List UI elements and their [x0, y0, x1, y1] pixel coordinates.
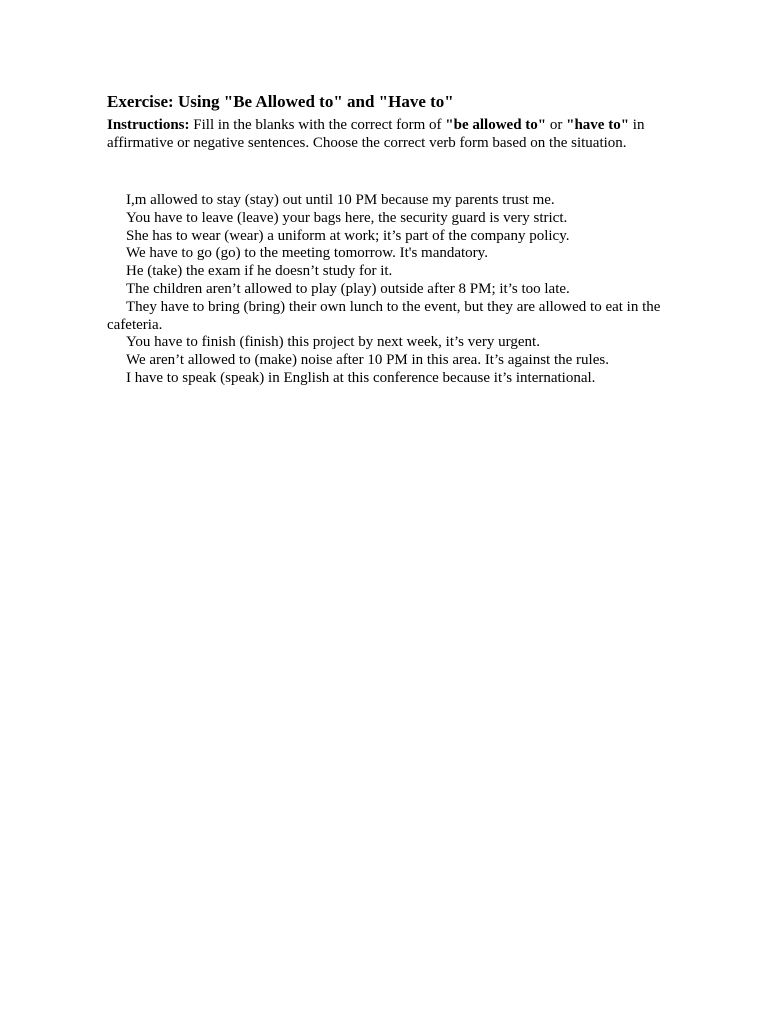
term-be-allowed-to: "be allowed to" [445, 117, 547, 133]
exercise-sentence-2: You have to leave (leave) your bags here, the security guard is very strict. [126, 209, 568, 226]
exercise-list [107, 192, 667, 388]
instructions-text-3: in affirmative or negative sentences. Choose the correct verb form based on the situation. [107, 117, 645, 151]
exercise-sentence-3: She has to wear (wear) a uniform at work; it’s part of the company policy. [126, 227, 570, 244]
instructions-text-1: Fill in the blanks with the correct form of [189, 117, 446, 133]
exercise-sentence-4: We have to go (go) to the meeting tomorrow. It's mandatory. [126, 245, 488, 262]
exercise-sentence-5: He (take) the exam if he doesn’t study for it. [126, 263, 393, 280]
instructions-label: Instructions: [107, 117, 190, 133]
exercise-sentence-6: The children aren’t allowed to play (play) outside after 8 PM; it’s too late. [126, 280, 570, 297]
exercise-sentence-10: I have to speak (speak) in English at this conference because it’s international. [126, 369, 596, 386]
exercise-sentence-9: We aren’t allowed to (make) noise after 10 PM in this area. It’s against the rules. [126, 352, 609, 369]
exercise-sentence-8: You have to finish (finish) this project by next week, it’s very urgent. [126, 334, 540, 351]
instructions-paragraph [107, 116, 667, 152]
document-page [107, 91, 667, 388]
exercise-sentence-7: They have to bring (bring) their own lunch to the event, but they are allowed to eat in the cafeteria. [107, 298, 661, 333]
instructions-text-2: or [546, 117, 567, 133]
exercise-title: Exercise: Using "Be Allowed to" and "Have to" [107, 92, 454, 111]
exercise-sentence-1: I,m allowed to stay (stay) out until 10 PM because my parents trust me. [126, 192, 555, 208]
term-have-to: "have to" [566, 117, 630, 133]
